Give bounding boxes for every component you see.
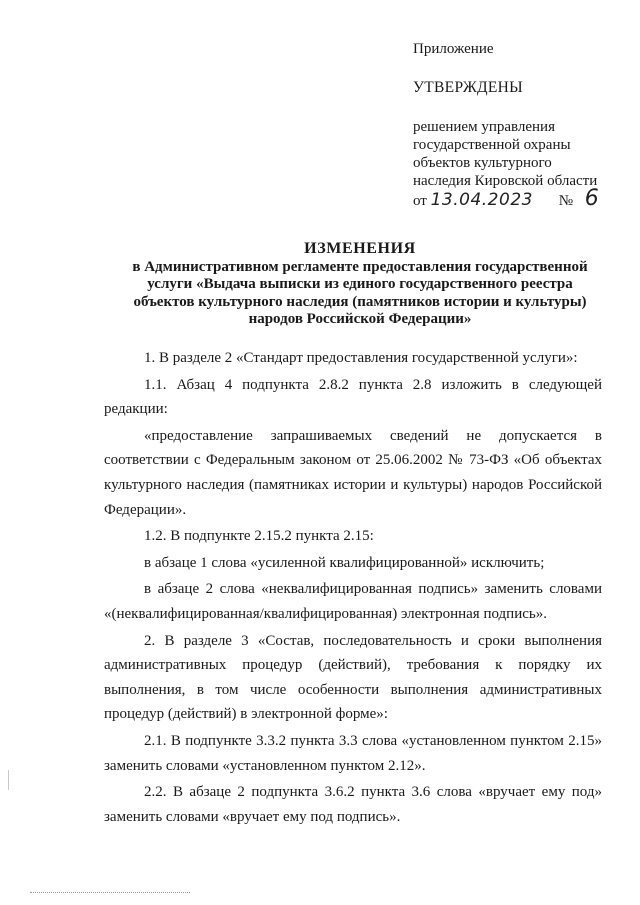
paragraph: 1.1. Абзац 4 подпункта 2.8.2 пункта 2.8 изложить в следующей редакции: [104, 376, 602, 418]
title-line: народов Российской Федерации» [248, 311, 472, 327]
title-heading: ИЗМЕНЕНИЯ [304, 240, 416, 257]
decision-text [413, 118, 628, 190]
paragraph: 2.1. В подпункте 3.3.2 пункта 3.3 слова «установленном пунктом 2.15» заменить словами «установленном пунктом 2.12». [104, 732, 602, 774]
date-number-line [413, 186, 628, 212]
handwritten-date: 13.04.2023 [430, 190, 533, 210]
paragraph: 2. В разделе 3 «Состав, последовательность и сроки выполнения административных процедур (действий), требования к порядку их выполнения, в том числе особенности выполнения административных процедур (действий) в электронной форме»: [104, 632, 602, 723]
document-body [104, 346, 602, 831]
approved-label: УТВЕРЖДЕНЫ [413, 79, 523, 96]
paragraph: «предоставление запрашиваемых сведений не допускается в соответствии с Федеральным законом от 25.06.2002 № 73-ФЗ «Об объектах культурного наследия (памятниках истории и культуры) народов Российской Федерации». [104, 427, 602, 518]
decision-line: решением управления [413, 119, 555, 135]
decision-line: наследия Кировской области [413, 173, 598, 189]
scan-footer-line [30, 892, 190, 894]
title-line: в Административном регламенте предоставления государственной [132, 258, 588, 275]
decision-line: объектов культурного [413, 155, 552, 171]
from-label: от [413, 193, 427, 209]
paragraph: 1. В разделе 2 «Стандарт предоставления государственной услуги»: [144, 350, 578, 366]
document-title [100, 240, 620, 329]
number-label: № [558, 193, 574, 209]
appendix-label: Приложение [413, 41, 494, 57]
title-line: услуги «Выдача выписки из единого государственного реестра [147, 276, 573, 292]
paragraph: 2.2. В абзаце 2 подпункта 3.6.2 пункта 3.6 слова «вручает ему под» заменить словами «вручает ему под подпись». [104, 784, 602, 825]
title-line: объектов культурного наследия (памятников истории и культуры) [133, 293, 587, 310]
approval-block [413, 40, 628, 212]
handwritten-number: 6 [584, 186, 600, 211]
scan-margin-mark [8, 770, 9, 790]
paragraph: 1.2. В подпункте 2.15.2 пункта 2.15: [144, 528, 374, 545]
paragraph: в абзаце 1 слова «усиленной квалифицированной» исключить; [144, 554, 545, 571]
decision-line: государственной охраны [413, 137, 571, 153]
paragraph: в абзаце 2 слова «неквалифицированная подпись» заменить словами «(неквалифицированная/квалифицированная) электронная подпись». [104, 581, 602, 622]
